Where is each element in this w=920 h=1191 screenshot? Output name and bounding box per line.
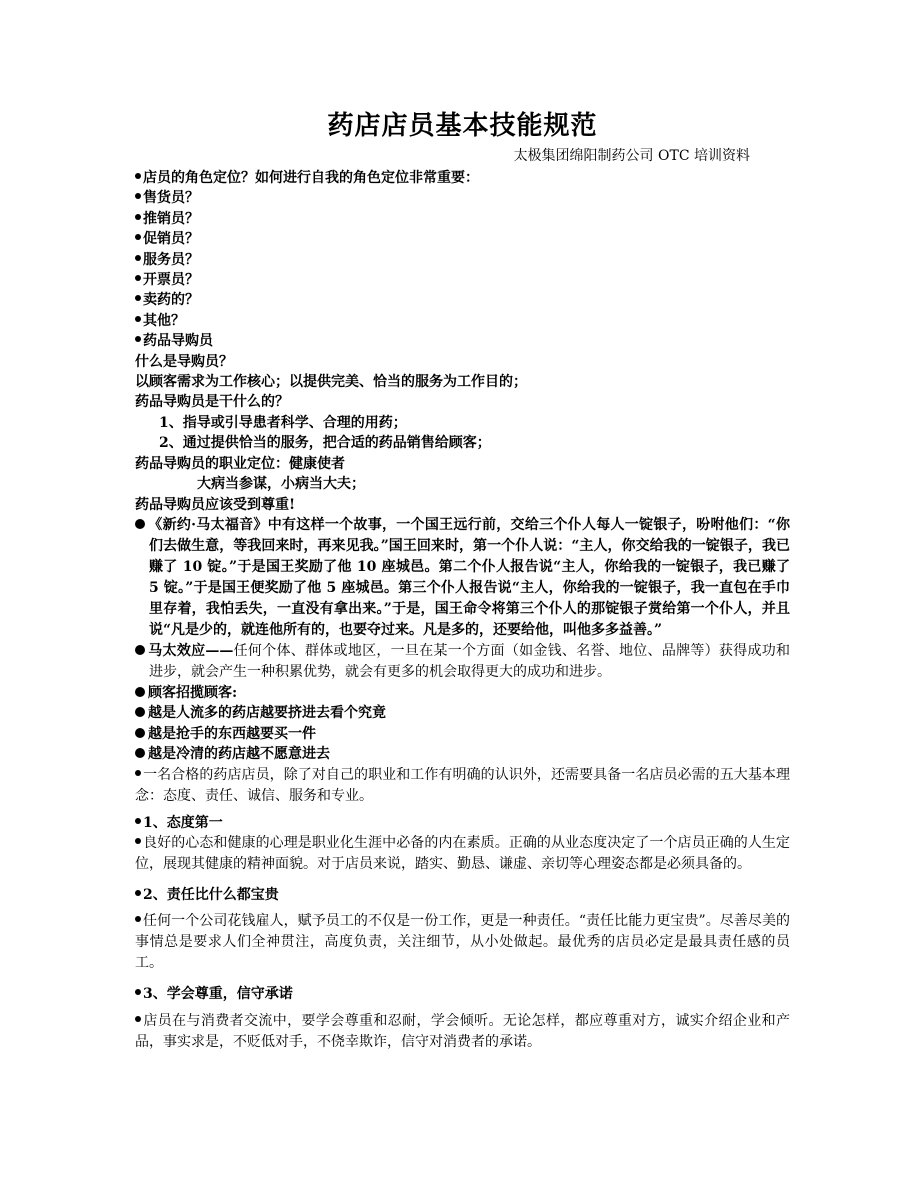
intro-line-0: 店员的角色定位？如何进行自我的角色定位非常重要： [135, 168, 790, 188]
bullet-dot-icon [135, 173, 141, 179]
intro-line-4: 服务员？ [135, 250, 790, 270]
qualified-clerk-paragraph: 一名合格的药店店员，除了对自己的职业和工作有明确的认识外，还需要具备一名店员必需的五大基本理念：态度、责任、诚信、服务和专业。 [135, 766, 790, 804]
section-3-text: 店员在与消费者交流中，要学会尊重和忍耐，学会倾听。无论怎样，都应尊重对方，诚实介绍企业和产品，事实求是，不贬低对手，不侥幸欺诈，信守对消费者的承诺。 [135, 1012, 790, 1050]
intro-line-8: 药品导购员 [135, 331, 790, 351]
bullet-circle-icon [135, 707, 145, 717]
intro-line-6: 卖药的？ [135, 290, 790, 310]
attract-item-1: 越是人流多的药店越要挤进去看个究竟 [135, 703, 790, 723]
bullet-dot-icon [135, 275, 141, 281]
section-2-text: 任何一个公司花钱雇人，赋予员工的不仅是一份工作，更是一种责任。“责任比能力更宝贵”。尽善尽美的事情总是要求人们全神贯注，高度负责，关注细节，从小处做起。最优秀的店员必定是最具责任感的员工。 [135, 913, 790, 972]
bullet-circle-icon [135, 519, 145, 529]
intro-line-1: 售货员？ [135, 188, 790, 208]
bullet-dot-icon [135, 316, 141, 322]
duty-item-1: 1、指导或引导患者科学、合理的用药； [159, 414, 407, 431]
answer-guide: 以顾客需求为工作核心；以提供完美、恰当的服务为工作目的； [135, 374, 527, 391]
question-duty: 药品导购员是干什么的？ [135, 394, 289, 411]
respect-statement: 药品导购员应该受到尊重! [135, 496, 296, 513]
bullet-circle-icon [135, 687, 145, 697]
document-title: 药店店员基本技能规范 [327, 111, 598, 141]
bullet-dot-icon [135, 770, 141, 776]
intro-line-5: 开票员？ [135, 270, 790, 290]
bible-story: 《新约·马太福音》中有这样一个故事，一个国王远行前，交给三个仆人每人一锭银子，吩咐他们：“你们去做生意，等我回来时，再来见我。”国王回来时，第一个仆人说：“主人，你交给我的一锭银子，我已赚了 10 锭。”于是国王奖励了他 10 座城邑。第二个仆人报告说“主人，你给我的一锭银子，我已赚了 5 锭。”于是国王便奖励了他 5 座城邑。第三个仆人报告说“主人，你给我的一锭银子，我一直包在手巾里存着，我怕丢失，一直没有拿出来。”于是，国王命令将第三个仆人的那锭银子赏给第一个仆人，并且说“凡是少的，就连他所有的，也要夺过来。凡是多的，还要给他，叫他多多益善。” [135, 515, 790, 641]
bullet-dot-icon [135, 890, 141, 896]
bullet-dot-icon [135, 838, 141, 844]
duty-item-2: 2、通过提供恰当的服务，把合适的药品销售给顾客； [159, 435, 491, 452]
bullet-dot-icon [135, 234, 141, 240]
bullet-circle-icon [135, 645, 145, 655]
bullet-dot-icon [135, 989, 141, 995]
bullet-dot-icon [135, 214, 141, 220]
matthew-effect: 马太效应——任何个体、群体或地区，一旦在某一个方面（如金钱、名誉、地位、品牌等）获得成功和进步，就会产生一种积累优势，就会有更多的机会取得更大的成功和进步。 [135, 641, 790, 683]
attract-item-2: 越是抢手的东西越要买一件 [135, 724, 790, 744]
bullet-circle-icon [135, 748, 145, 758]
bullet-dot-icon [135, 336, 141, 342]
bullet-dot-icon [135, 1016, 141, 1022]
section-2-title: 2、责任比什么都宝贵 [135, 885, 790, 905]
attract-item-0: 顾客招揽顾客: [135, 683, 790, 703]
question-position: 药品导购员的职业定位：健康使者 [135, 455, 345, 472]
intro-line-3: 促销员？ [135, 229, 790, 249]
section-1-text: 良好的心态和健康的心理是职业化生涯中必备的内在素质。正确的从业态度决定了一个店员正确的人生定位，展现其健康的精神面貌。对于店员来说，踏实、勤恳、谦虚、亲切等心理姿态都是必须具备的。 [135, 834, 790, 872]
bullet-dot-icon [135, 193, 141, 199]
intro-line-7: 其他？ [135, 311, 790, 331]
document-subtitle: 太极集团绵阳制药公司 OTC 培训资料 [513, 148, 750, 164]
bullet-dot-icon [135, 916, 141, 922]
section-3-title: 3、学会尊重，信守承诺 [135, 984, 790, 1004]
intro-line-2: 推销员？ [135, 209, 790, 229]
document-page [135, 108, 790, 1053]
section-1-title: 1、态度第一 [135, 813, 790, 833]
bullet-dot-icon [135, 255, 141, 261]
bullet-circle-icon [135, 728, 145, 738]
bullet-dot-icon [135, 295, 141, 301]
bullet-dot-icon [135, 818, 141, 824]
question-guide: 什么是导购员？ [135, 353, 233, 370]
attract-item-3: 越是冷清的药店越不愿意进去 [135, 744, 790, 764]
position-answer: 大病当参谋，小病当大夫； [197, 476, 365, 493]
